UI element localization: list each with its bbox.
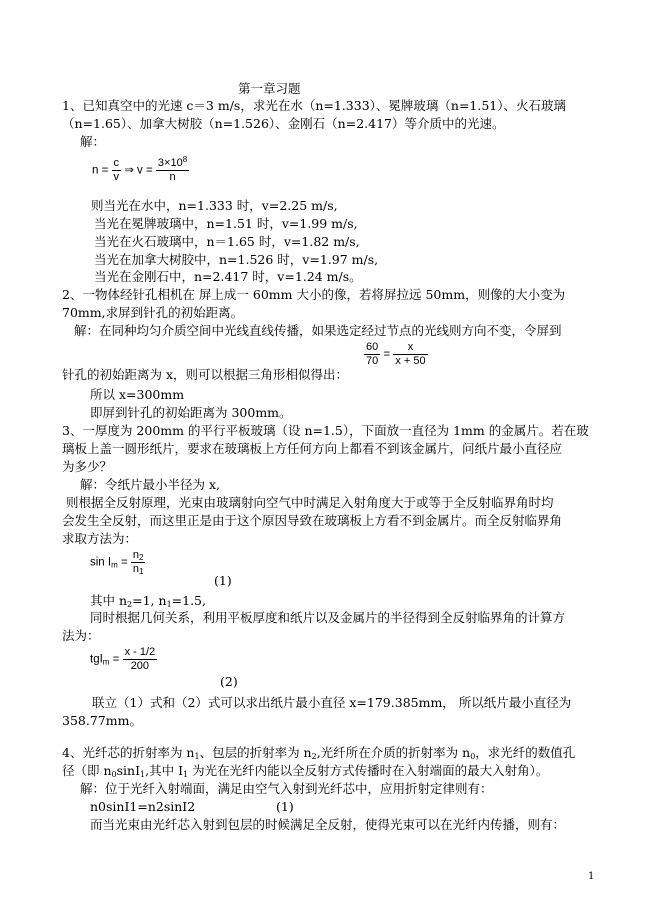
q3-equation-1: $\sin I_m$ = $\frac{n_2}{n_1}$	[90, 549, 144, 576]
q4-text-line2: 径（即 $n_0\sin I_1$,其中 $I_1$ 为光在光纤内能以全反射方式传播时在入射端面的最大入射角）。	[62, 763, 549, 779]
q3-paragraph1-line2: 会发生全反射，而这里正是由于这个原因导致在玻璃板上方看不到金属片。而全反射临界角	[62, 513, 563, 528]
q3-paragraph1-line1: 则根据全反射原理，光束由玻璃射向空气中时满足入射角度大于或等于全反射临界角时均	[66, 495, 554, 510]
q1-answer-crown-glass: 当光在冕牌玻璃中，n=1.51 时，v=1.99 m/s,	[94, 216, 358, 231]
q3-paragraph1-line3: 求取方法为：	[62, 531, 138, 546]
q3-equation-1-label: (1)	[214, 573, 232, 588]
q4-equation-1-label: (1)	[276, 799, 294, 814]
q4-equation-1: n0sinI1=n2sinI2	[90, 799, 196, 814]
q2-text-line2: 70mm,求屏到针孔的初始距离。	[62, 305, 244, 320]
c-over-v-fraction: $\frac{c}{v}$	[113, 157, 120, 183]
page-number: 1	[588, 871, 595, 882]
q1-answer-flint-glass: 当光在火石玻璃中，n＝1.65 时，v=1.82 m/s,	[94, 234, 360, 249]
q2-text-line1: 2、一物体经针孔相机在 屏上成一 60mm 大小的像，若将屏拉远 50mm，则像的大小变为	[62, 287, 566, 302]
distance-fraction: $\frac{x}{x + 50}$	[395, 341, 426, 367]
q4-solution-line1: 解：位于光纤入射端面，满足由空气入射到光纤芯中，应用折射定律则有：	[80, 781, 493, 796]
q3-equation-2: tgI$_m$ = $\frac{x - 1/2}{200}$	[90, 646, 156, 672]
q1-answer-balsam: 当光在加拿大树胶中，n=1.526 时，v=1.97 m/s,	[94, 252, 379, 267]
q3-equation-2-label: (2)	[220, 674, 238, 689]
q3-where-clause: 其中 $n_2=1$, $n_1=1.5$,	[90, 593, 206, 609]
speed-fraction: $\frac{3\times 10^8}{n}$	[157, 155, 188, 183]
q1-solution-label: 解：	[80, 134, 106, 149]
q3-text-line3: 为多少？	[62, 459, 113, 474]
q2-solution-line1: 解：在同种均匀介质空间中光线直线传播，如果选定经过节点的光线则方向不变，令屏到	[74, 323, 562, 338]
q4-solution-line2: 而当光束由光纤芯入射到包层的时候满足全反射，使得光束可以在光纤内传播，则有：	[90, 817, 566, 832]
q2-similarity-equation: $\frac{60}{70}$ = $\frac{x}{x + 50}$	[366, 341, 426, 367]
q1-formula: n = $\frac{c}{v}$ ⇒ v = $\frac{3\times 10^8}{n}$	[92, 155, 188, 183]
q1-answer-diamond: 当光在金刚石中，n=2.417 时，v=1.24 m/s。	[94, 269, 362, 284]
q4-text-line1: 4、光纤芯的折射率为 $n_1$、包层的折射率为 $n_2$,光纤所在介质的折射率为 $n_0$，求光纤的数值孔	[62, 745, 576, 761]
q3-text-line1: 3、一厚度为 200mm 的平行平板玻璃（设 n=1.5），下面放一直径为 1mm 的金属片。若在玻	[62, 423, 589, 438]
q3-solution-label: 解：令纸片最小半径为 x,	[80, 477, 220, 492]
image-size-fraction: $\frac{60}{70}$	[366, 341, 379, 367]
q1-text-line2: （n=1.65）、加拿大树胶（n=1.526）、金刚石（n=2.417）等介质中的光速。	[62, 116, 505, 131]
tangent-fraction: $\frac{x - 1/2}{200}$	[124, 646, 156, 672]
q3-conclusion-line2: 358.77mm。	[62, 713, 142, 728]
q1-answer-water: 则当光在水中，n=1.333 时，v=2.25 m/s,	[91, 198, 338, 213]
q2-result-distance: 即屏到针孔的初始距离为 300mm。	[90, 405, 292, 420]
q3-text-line2: 璃板上盖一圆形纸片，要求在玻璃板上方任何方向上都看不到该金属片，问纸片最小直径应	[62, 441, 563, 456]
q3-paragraph2-line2: 法为：	[62, 628, 100, 643]
q2-solution-line2: 针孔的初始距离为 x，则可以根据三角形相似得出：	[62, 367, 349, 382]
q1-text-line1: 1、已知真空中的光速 c＝3 m/s，求光在水（n=1.333）、冕牌玻璃（n=1.51）、火石玻璃	[62, 98, 566, 113]
q2-result-x: 所以 x=300mm	[90, 387, 185, 402]
page-title: 第一章习题	[238, 81, 301, 96]
q3-conclusion-line1: 联立（1）式和（2）式可以求出纸片最小直径 x=179.385mm， 所以纸片最小直径为	[92, 695, 572, 710]
refractive-index-fraction: $\frac{n_2}{n_1}$	[132, 549, 144, 576]
q3-paragraph2-line1: 同时根据几何关系，利用平板厚度和纸片以及金属片的半径得到全反射临界角的计算方	[90, 610, 566, 625]
